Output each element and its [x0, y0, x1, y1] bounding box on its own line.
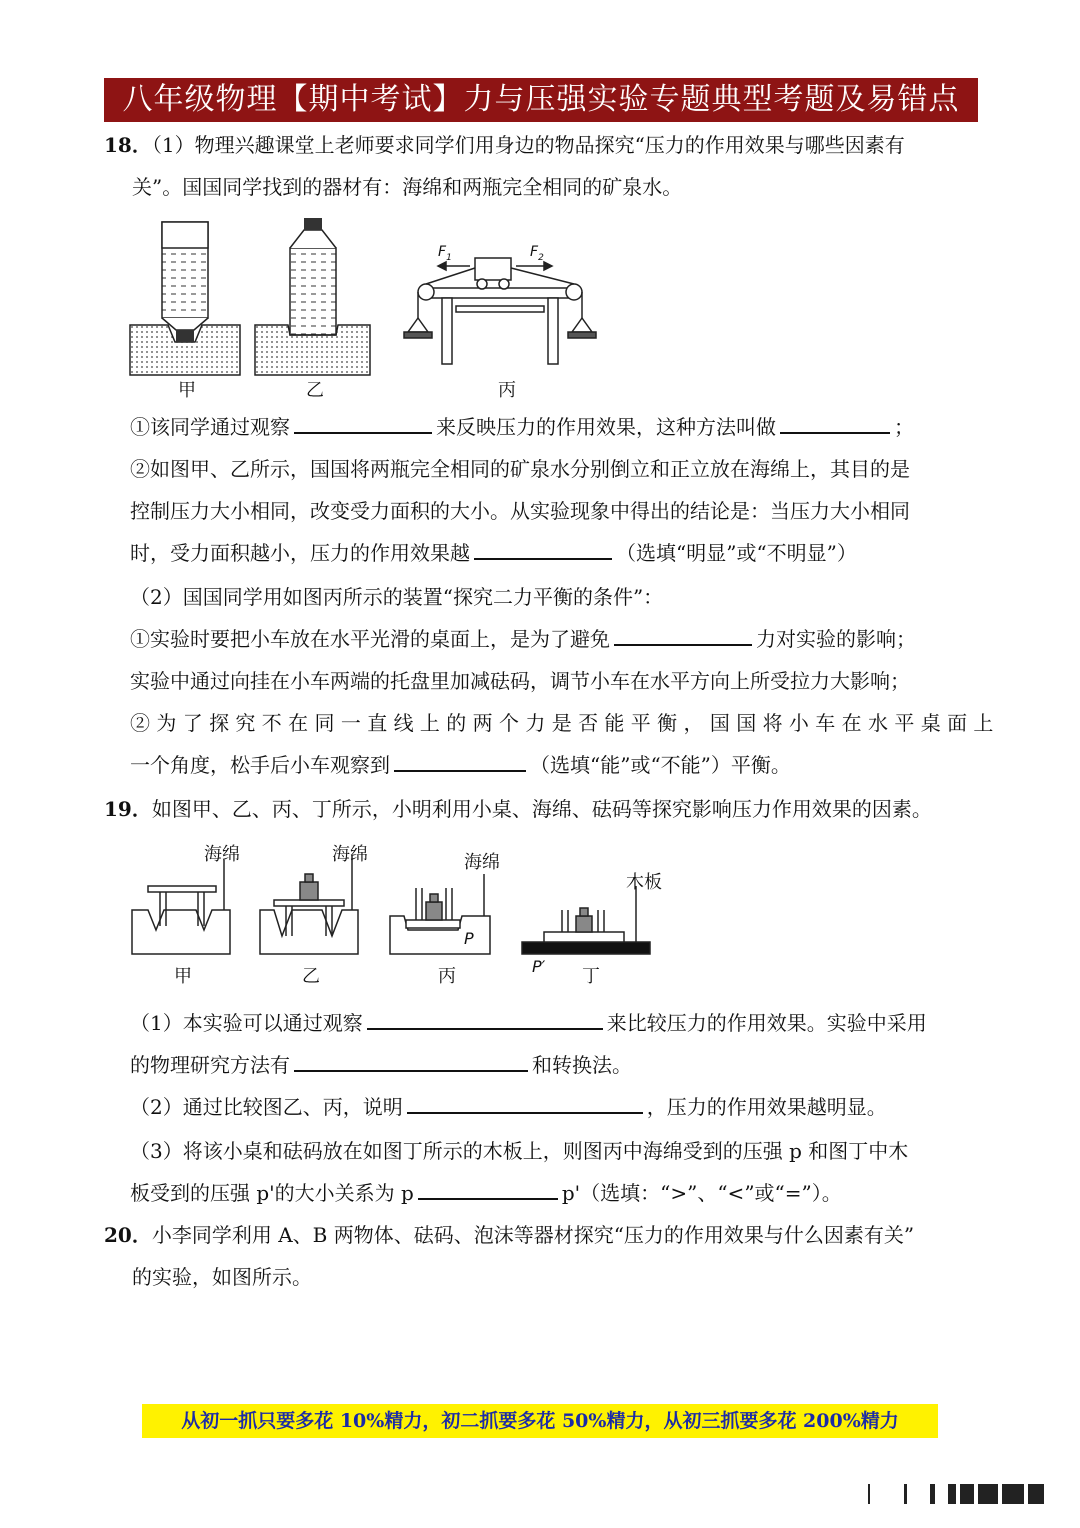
- q18-part2-heading: （2）国国同学用如图丙所示的装置“探究二力平衡的条件”：: [130, 585, 664, 609]
- figure-bing-cart-apparatus: [404, 258, 596, 364]
- q18-part2-sub1-text-a: ①实验时要把小车放在水平光滑的桌面上，是为了避免: [130, 627, 610, 651]
- q19-sub2-text-a: （2）通过比较图乙、丙，说明: [130, 1095, 403, 1119]
- q18-part2-sub1: [130, 624, 916, 654]
- q18-text-1: （1）物理兴趣课堂上老师要求同学们用身边的物品探究“压力的作用效果与哪些因素有: [151, 133, 905, 157]
- q18-sub1: [130, 412, 914, 442]
- q19-sub1-text-d: 和转换法。: [532, 1053, 632, 1077]
- pressure-p-prime-label: P′: [532, 957, 546, 976]
- fig-label-bing: 丙: [498, 380, 516, 401]
- q19-sub2-text-b: ，压力的作用效果越明显。: [646, 1095, 887, 1119]
- q19-line-1: [104, 794, 932, 824]
- q18-sub2-line-1: ②如图甲、乙所示，国国将两瓶完全相同的矿泉水分别倒立和正立放在海绵上，其目的是: [130, 457, 910, 481]
- sponge-label-jia: 海绵: [204, 844, 240, 865]
- q19-sub1-text-c: 的物理研究方法有: [130, 1053, 290, 1077]
- figure-jia-inverted-bottle: [130, 222, 240, 375]
- q20-text-2: 的实验，如图所示。: [132, 1265, 312, 1289]
- answer-blank[interactable]: [367, 1010, 603, 1030]
- q18-sub1-text-c: ；: [894, 415, 914, 439]
- sponge-label-yi: 海绵: [332, 844, 368, 865]
- q19-sub1-line-2: [130, 1050, 632, 1080]
- fig-label-jia: 甲: [178, 380, 196, 401]
- q19-sub3-text-a: 板受到的压强 p'的大小关系为 p: [130, 1181, 414, 1205]
- q18-sub1-text-b: 来反映压力的作用效果，这种方法叫做: [436, 415, 776, 439]
- q18-number: 18．: [104, 133, 152, 157]
- fig-label-yi: 乙: [302, 966, 320, 987]
- answer-blank[interactable]: [614, 626, 752, 646]
- sponge-label-bing: 海绵: [464, 852, 500, 873]
- answer-blank[interactable]: [474, 540, 612, 560]
- fig-label-ding: 丁: [582, 966, 600, 987]
- fig-label-jia: 甲: [174, 966, 192, 987]
- answer-blank[interactable]: [394, 752, 526, 772]
- q20-text-1: 小李同学利用 A、B 两物体、砝码、泡沫等器材探究“压力的作用效果与什么因素有关”: [151, 1223, 915, 1247]
- q20-number: 20．: [104, 1223, 152, 1247]
- q18-sub2-text-b: （选填“明显”或“不明显”）: [616, 541, 857, 565]
- q19-sub1-text-b: 来比较压力的作用效果。实验中采用: [606, 1011, 927, 1035]
- q18-part2-sub1-text-b: 力对实验的影响；: [756, 627, 916, 651]
- q19-sub1-text-a: （1）本实验可以通过观察: [130, 1011, 363, 1035]
- q19-sub3-text-b: p'（选填：“>”、“<”或“=”）。: [561, 1181, 842, 1205]
- q19-figure: [124, 836, 664, 996]
- q18-part2-sub2-line-2: [130, 750, 791, 780]
- q18-sub1-text-a: ①该同学通过观察: [130, 415, 290, 439]
- answer-blank[interactable]: [294, 414, 432, 434]
- page-title: 八年级物理【期中考试】力与压强实验专题典型考题及易错点: [104, 78, 978, 122]
- q18-sub2-line-2: 控制压力大小相同，改变受力面积的大小。从实验现象中得出的结论是：当压力大小相同: [130, 499, 910, 523]
- answer-blank[interactable]: [418, 1180, 558, 1200]
- q18-part2-sub2-text-b: （选填“能”或“不能”）平衡。: [530, 753, 791, 777]
- q19-number: 19．: [104, 797, 152, 821]
- q19-sub3-line-2: [130, 1178, 842, 1208]
- answer-blank[interactable]: [407, 1094, 643, 1114]
- fig-label-bing: 丙: [438, 966, 456, 987]
- q18-figure: [120, 210, 610, 410]
- q18-text-2: 关”。国国同学找到的器材有：海绵和两瓶完全相同的矿泉水。: [132, 175, 683, 199]
- force-f2-label: $F_2$: [530, 244, 544, 263]
- q18-part2-sub2-line-1: ② 为 了 探 究 不 在 同 一 直 线 上 的 两 个 力 是 否 能 平 衡 ， 国 国 将 小 车 在 水 平 桌 面 上: [130, 711, 994, 735]
- q18-line-1: [104, 130, 905, 160]
- corner-bars-decoration: [860, 1480, 1060, 1508]
- q19-sub2: [130, 1092, 887, 1122]
- q20-line-1: [104, 1220, 914, 1250]
- q19-sub3-line-1: （3）将该小桌和砝码放在如图丁所示的木板上，则图丙中海绵受到的压强 p 和图丁中木: [130, 1139, 909, 1163]
- pressure-p-label: P: [464, 929, 474, 948]
- q19-text-1: 如图甲、乙、丙、丁所示，小明利用小桌、海绵、砝码等探究影响压力作用效果的因素。: [151, 797, 932, 821]
- answer-blank[interactable]: [294, 1052, 528, 1072]
- q18-sub2-text-a: 时，受力面积越小，压力的作用效果越: [130, 541, 470, 565]
- q19-sub1-line-1: [130, 1008, 927, 1038]
- force-f1-label: $F_1$: [438, 244, 452, 263]
- q18-part2-sub2-text-a: 一个角度，松手后小车观察到: [130, 753, 390, 777]
- answer-blank[interactable]: [780, 414, 890, 434]
- fig-label-yi: 乙: [306, 380, 324, 401]
- footer-slogan: 从初一抓只要多花 10%精力，初二抓要多花 50%精力，从初三抓要多花 200%精力: [142, 1404, 938, 1438]
- figure-yi-upright-bottle: [255, 218, 370, 375]
- q18-part2-sub1-line-2: 实验中通过向挂在小车两端的托盘里加减砝码，调节小车在水平方向上所受拉力大影响；: [130, 669, 910, 693]
- q18-sub2-line-3: [130, 538, 857, 568]
- board-label: 木板: [626, 872, 662, 893]
